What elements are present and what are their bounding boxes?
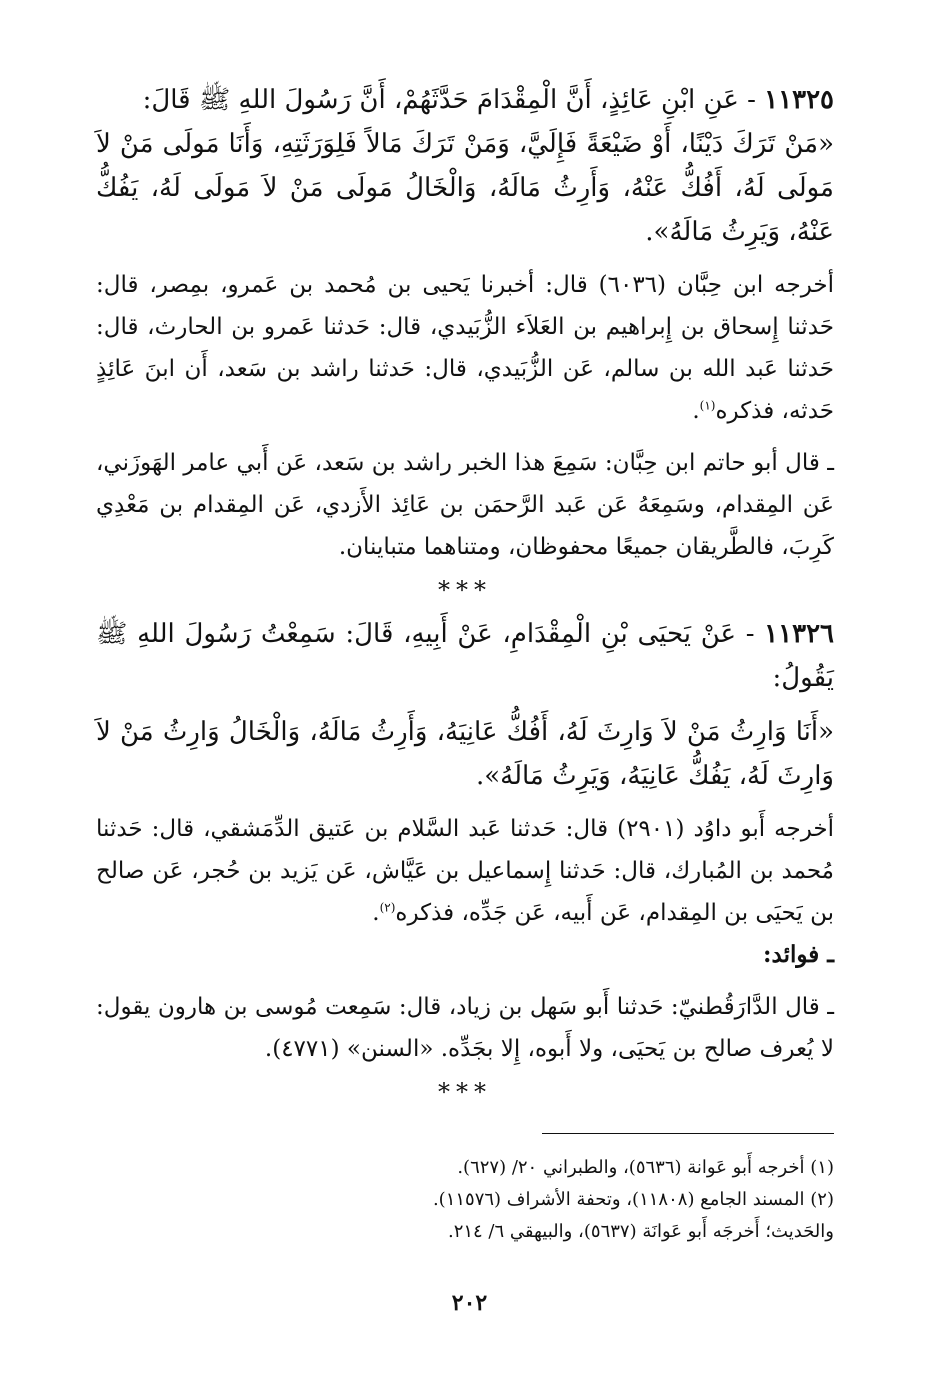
takhrij-text: أخرجه ابن حِبَّان (٦٠٣٦) قال: أخبرنا يَحيى بن مُحمد بن عَمرو، بمِصر، قال: حَدثنا إِسحاق بن إِبراهيم بن العَلاَء الزُّبَيدي، قال: حَدثنا عَمرو بن الحارث، قال: حَدثنا عَبد الله بن سالم، عَن الزُّبَيدي، قال: حَدثنا راشد بن سَعد، أَن ابنَ عَائِذٍ حَدثه، فذكره — [96, 272, 834, 424]
hadith-number: ١١٣٢٥ — [764, 85, 834, 115]
hadith-1325-takhrij — [96, 264, 834, 432]
section-separator: *** — [438, 1078, 492, 1106]
spacer — [96, 976, 834, 986]
hadith-1326-takhrij — [96, 808, 834, 934]
footnote-2: (٢) المسند الجامع (١١٨٠٨)، وتحفة الأشراف (١١٥٧٦). — [432, 1189, 834, 1210]
takhrij-end: . — [372, 900, 380, 926]
spacer — [96, 432, 834, 442]
section-separator: *** — [438, 576, 492, 604]
takhrij-end: . — [692, 398, 700, 424]
benefits-heading: ـ فوائد: — [763, 941, 834, 968]
footnote-1: (١) أخرجه أَبو عَوانة (٥٦٣٦)، والطبراني ٢٠/ (٦٢٧). — [457, 1157, 834, 1178]
spacer — [96, 700, 834, 710]
page-number: ٢٠٢ — [451, 1290, 488, 1316]
hadith-1326-intro — [96, 612, 834, 700]
footnote-2-continued: والحَديث؛ أَخرجَه أَبو عَوانَة (٥٦٣٧)، والبيهقي ٦/ ٢١٤. — [447, 1221, 834, 1242]
footnote-ref-2: (٢) — [379, 900, 396, 915]
footnote-ref-1: (١) — [699, 398, 716, 413]
benefit-text: ـ قال الدَّارَقُطنيّ: حَدثنا أَبو سَهل بن زياد، قال: سَمِعت مُوسى بن هارون يقول: لا يُعرف صالح بن يَحيَى، ولا أَبوه، إِلا بجَدِّه. «السنن» (٤٧٧١). — [96, 994, 834, 1062]
hadith-1326-text: «أَنَا وَارِثُ مَنْ لاَ وَارِثَ لَهُ، أَفُكُّ عَانِيَهُ، وَأَرِثُ مَالَهُ، وَالْخَالُ وَارِثُ مَنْ لاَ وَارِثَ لَهُ، يَفُكُّ عَانِيَهُ، وَيَرِثُ مَالَهُ». — [96, 717, 834, 791]
takhrij-text: أخرجه أَبو داوُد (٢٩٠١) قال: حَدثنا عَبد السَّلام بن عَتيق الدِّمَشقي، قال: حَدثنا مُحمد بن المُبارك، قال: حَدثنا إِسماعيل بن عَيَّاش، عَن يَزيد بن حُجر، عَن صالح بن يَحيَى بن المِقدام، عَن أَبيه، عَن جَدِّه، فذكره — [96, 816, 834, 926]
footnote-divider — [542, 1133, 834, 1134]
hadith-chain: - عَنْ يَحيَى بْنِ الْمِقْدَامِ، عَنْ أَبِيهِ، قَالَ: سَمِعْتُ رَسُولَ اللهِ ﷺ يَقُولُ: — [96, 619, 834, 693]
hadith-chain: - عَنِ ابْنِ عَائِذٍ، أَنَّ الْمِقْدَامَ حَدَّثَهُمْ، أَنَّ رَسُولَ اللهِ ﷺ قَالَ: — [142, 85, 756, 115]
spacer — [96, 254, 834, 264]
hadith-1326 — [96, 612, 834, 1070]
hadith-1325 — [96, 78, 834, 568]
footnotes — [96, 1152, 834, 1248]
hadith-1325-comment: ـ قال أبو حاتم ابن حِبَّان: سَمِعَ هذا الخبر راشد بن سَعد، عَن أَبي عامر الهَوزَني، عَن المِقدام، وسَمِعَهُ عَن عَبد الرَّحمَن بن عَائِذ الأَزدي، عَن المِقدام بن مَعْدِي كَرِبَ، فالطَّريقان جميعًا محفوظان، ومتناهما متباينان. — [96, 450, 834, 560]
main-text — [96, 78, 834, 1114]
hadith-number: ١١٣٢٦ — [764, 619, 834, 649]
spacer — [96, 798, 834, 808]
hadith-1325-intro — [96, 78, 834, 122]
hadith-1325-text: «مَنْ تَرَكَ دَيْنًا، أَوْ ضَيْعَةً فَإِلَيَّ، وَمَنْ تَرَكَ مَالاً فَلِوَرَثَتِهِ، وَأَنَا مَولَى مَنْ لاَ مَولَى لَهُ، أَفُكُّ عَنْهُ، وَأَرِثُ مَالَهُ، وَالْخَالُ مَولَى مَنْ لاَ مَولَى لَهُ، يَفُكُّ عَنْهُ، وَيَرِثُ مَالَهُ». — [96, 129, 834, 247]
